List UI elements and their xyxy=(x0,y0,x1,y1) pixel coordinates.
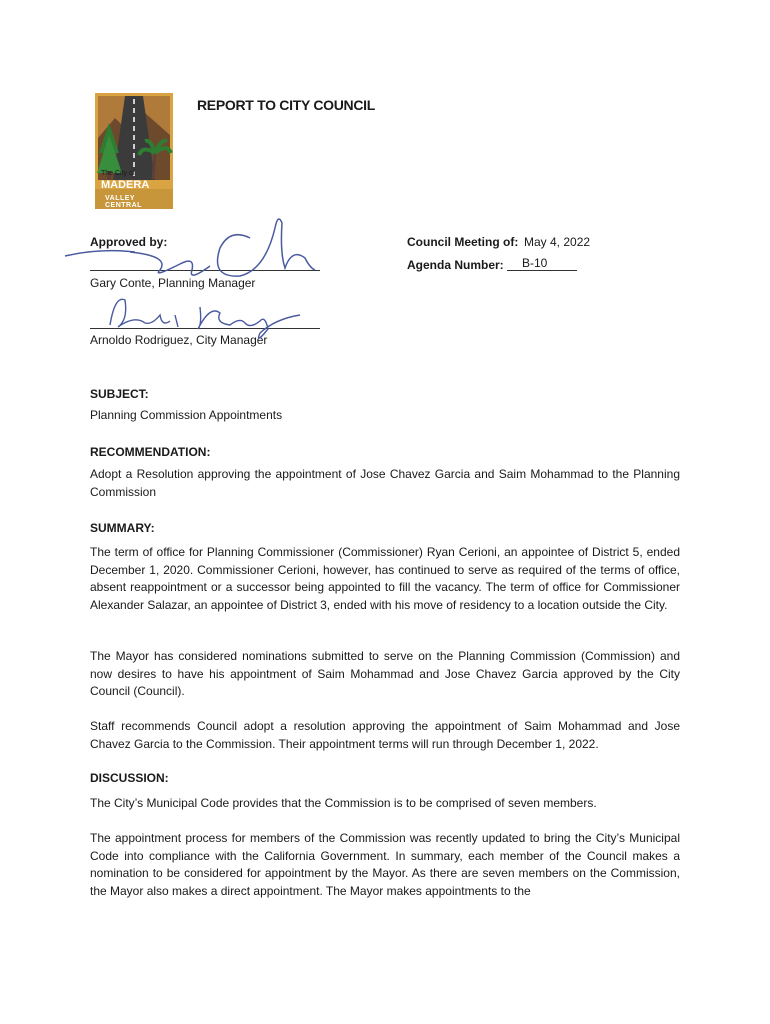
approved-by-label: Approved by: xyxy=(90,235,168,249)
signer1-name: Gary Conte, Planning Manager xyxy=(90,276,256,290)
agenda-number-label: Agenda Number: xyxy=(407,258,504,272)
discussion-paragraph-1: The City’s Municipal Code provides that the Commission is to be comprised of seven members. xyxy=(90,796,597,810)
logo-line2: MADERA xyxy=(101,179,150,191)
city-of-madera-logo xyxy=(95,93,173,209)
signer2-name: Arnoldo Rodriguez, City Manager xyxy=(90,333,268,347)
council-meeting-value: May 4, 2022 xyxy=(524,235,591,249)
logo-line3: VALLEY CENTRAL xyxy=(105,195,142,209)
signature-line-2 xyxy=(90,328,320,329)
logo-line1: The City of xyxy=(101,170,135,177)
recommendation-heading: RECOMMENDATION: xyxy=(90,445,211,459)
summary-paragraph-3: Staff recommends Council adopt a resolution approving the appointment of Saim Mohammad and Jose Chavez Garcia to the Commission. Their appointment terms will run through December 1, 2022. xyxy=(90,719,680,751)
agenda-number-line xyxy=(507,270,577,271)
subject-text: Planning Commission Appointments xyxy=(90,408,283,422)
summary-paragraph-1: The term of office for Planning Commissioner (Commissioner) Ryan Cerioni, an appointee of District 5, ended December 1, 2020. Commissioner Cerioni, however, has continued to serve as required of the terms of office, absent reappointment or a successor being appointed to fill the vacancy. The term of office for Commissioner Alexander Salazar, an appointee of District 3, ended with his move of residency to a location outside the City. xyxy=(90,545,680,612)
page-title: REPORT TO CITY COUNCIL xyxy=(197,97,376,113)
subject-heading: SUBJECT: xyxy=(90,387,149,401)
summary-paragraph-2: The Mayor has considered nominations submitted to serve on the Planning Commission (Commission) and now desires to have his appointment of Saim Mohammad and Jose Chavez Garcia approved by the City Council (Council). xyxy=(90,649,680,699)
summary-heading: SUMMARY: xyxy=(90,521,155,535)
council-meeting-label: Council Meeting of: xyxy=(407,235,519,249)
agenda-number-value: B-10 xyxy=(522,256,548,270)
discussion-heading: DISCUSSION: xyxy=(90,771,169,785)
recommendation-text: Adopt a Resolution approving the appointment of Jose Chavez Garcia and Saim Mohammad to the Planning Commission xyxy=(90,467,680,499)
signature-line-1 xyxy=(90,270,320,271)
discussion-paragraph-2: The appointment process for members of the Commission was recently updated to bring the City’s Municipal Code into compliance with the California Government. In summary, each member of the Council makes a nomination to be considered for appointment by the Mayor. As there are seven members on the Commission, the Mayor also makes a direct appointment. The Mayor makes appointments to the xyxy=(90,831,680,898)
